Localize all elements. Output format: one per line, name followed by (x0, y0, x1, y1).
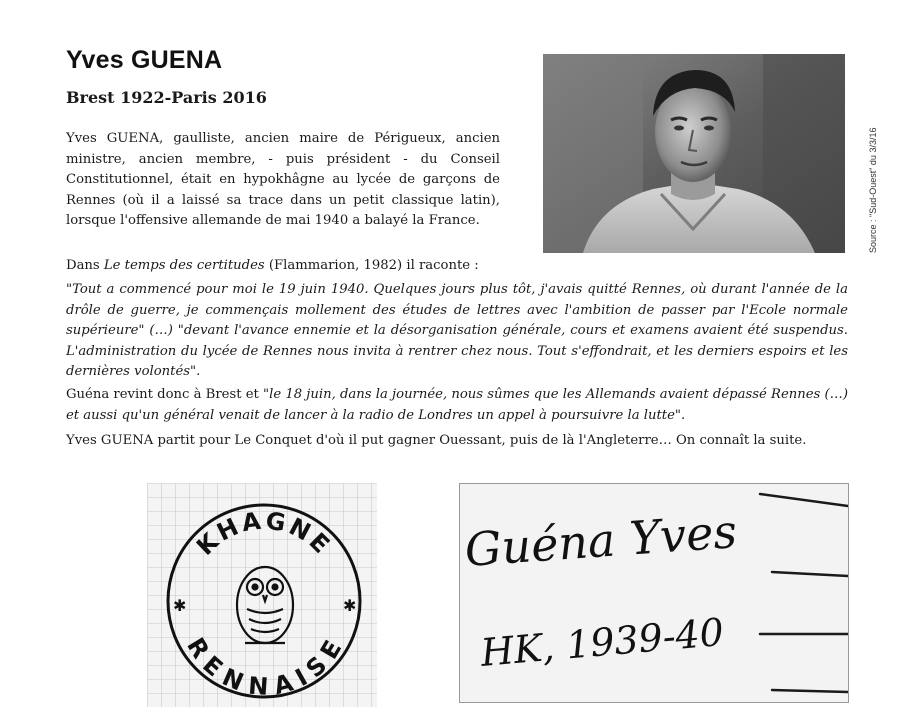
book-intro-before: Dans (66, 258, 104, 273)
signature-image (460, 484, 848, 702)
return-quote: "le 18 juin, dans la journée, nous sûmes que les Allemands avaient dépassé Rennes (…) et aussi qu'un général venait de lancer à la radio de Londres un appel à poursuivre la lutte". (66, 387, 848, 423)
portrait-photo (543, 54, 845, 253)
return-before: Guéna revint donc à Brest et (66, 387, 264, 402)
book-intro-paragraph (66, 256, 848, 277)
return-paragraph (66, 385, 848, 426)
handwritten-signature (459, 483, 849, 703)
page-title (66, 46, 222, 75)
photo-source-caption: Source : "Sud-Ouest" du 3/3/16 (868, 127, 878, 253)
quote-paragraph: "Tout a commencé pour moi le 19 juin 1940. Quelques jours plus tôt, j'avais quitté Rennes, où durant l'année de la drôle de guerre, je commençais mollement des études de lettres avec l'ambition de passer par l'Ecole normale supérieure" (…) "devant l'avance ennemie et la désorganisation générale, cours et examens avaient été suspendus. L'administration du lycée de Rennes nous invita à rentrer chez nous. Tout s'effondrait, et les derniers espoirs et les dernières volontés". (66, 282, 848, 379)
portrait-image (543, 54, 845, 253)
conclusion-paragraph: Yves GUENA partit pour Le Conquet d'où il put gagner Ouessant, puis de là l'Angleterre… On connaît la suite. (66, 433, 807, 448)
svg-text:✱: ✱ (343, 596, 357, 615)
khagne-stamp (147, 483, 377, 707)
stamp-top-text: KHAGNE (191, 506, 337, 561)
page-subtitle: Brest 1922-Paris 2016 (66, 88, 267, 107)
stamp-bottom-text: RENNAISE (181, 632, 349, 702)
title-text: Yves GUENA (66, 46, 223, 74)
stamp-image (147, 483, 377, 707)
book-intro-after: (Flammarion, 1982) il raconte : (264, 258, 479, 273)
intro-paragraph: Yves GUENA, gaulliste, ancien maire de Périgueux, ancien ministre, ancien membre, - puis président - du Conseil Constitutionnel, était en hypokhâgne au lycée de garçons de Rennes (où il a laissé sa trace dans un petit classique latin), lorsque l'offensive allemande de mai 1940 a balayé la France. (66, 131, 500, 228)
book-title: Le temps des certitudes (103, 258, 265, 273)
signature-class-year: HK, 1939-40 (478, 609, 726, 675)
signature-name: Guéna Yves (463, 504, 739, 577)
svg-text:✱: ✱ (173, 596, 187, 615)
